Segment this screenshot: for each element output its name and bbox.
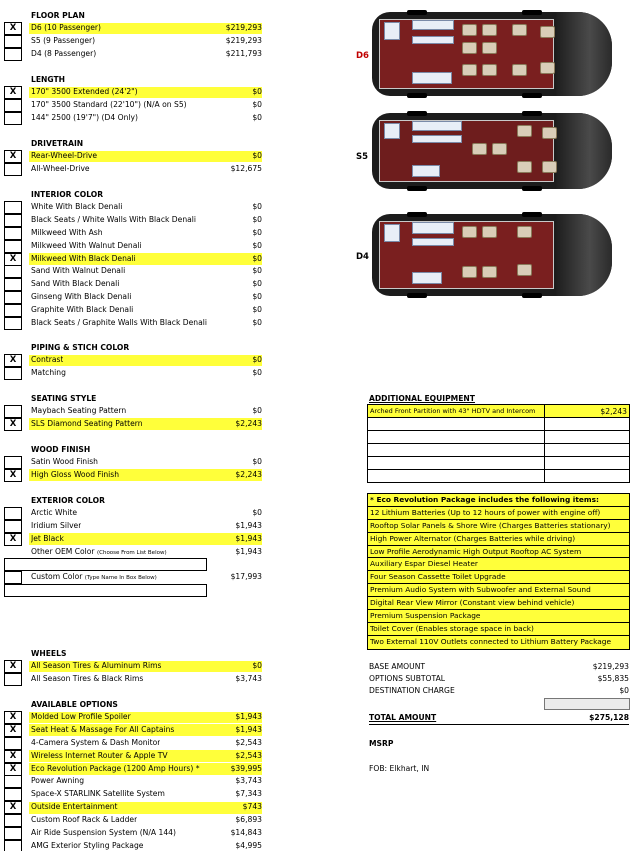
option-row [4, 86, 262, 99]
option-checkbox[interactable] [4, 35, 22, 48]
equipment-label[interactable] [368, 444, 545, 457]
option-checkbox[interactable]: X [4, 418, 22, 431]
option-row [4, 660, 262, 673]
option-label: Black Seats / Graphite Walls With Black Denali [31, 318, 207, 328]
total-amount-row [369, 713, 629, 725]
option-row [4, 801, 262, 814]
highlight-bar [29, 355, 262, 367]
base-amount-label: BASE AMOUNT [369, 662, 426, 671]
wood-title: WOOD FINISH [31, 445, 91, 454]
option-label: Milkweed With Walnut Denali [31, 240, 142, 250]
eco-package-list [367, 493, 630, 650]
option-label: All Season Tires & Black Rims [31, 673, 144, 683]
option-price: $0 [252, 508, 262, 517]
option-price: $0 [252, 406, 262, 415]
option-row [4, 775, 262, 788]
other-oem-color-row [4, 546, 262, 559]
option-label: Sand With Black Denali [31, 279, 120, 289]
eco-package-item: Toilet Cover (Enables storage space in back) [368, 623, 629, 636]
fob-text: FOB: Elkhart, IN [369, 764, 430, 773]
option-checkbox[interactable] [4, 240, 22, 253]
equipment-label[interactable] [368, 457, 545, 470]
option-row [4, 240, 262, 253]
option-price: $219,293 [225, 35, 262, 45]
custom-color-price: $17,993 [230, 572, 262, 581]
option-label: High Gloss Wood Finish [31, 469, 120, 479]
option-row [4, 112, 262, 125]
option-checkbox[interactable]: X [4, 253, 22, 266]
eco-package-item: Premium Suspension Package [368, 610, 629, 623]
option-price: $0 [252, 240, 262, 250]
custom-color-hint: (Type Name In Box Below) [84, 575, 157, 581]
option-checkbox[interactable]: X [4, 354, 22, 367]
option-checkbox[interactable]: X [4, 724, 22, 737]
option-price: $7,343 [235, 789, 262, 799]
option-price: $0 [252, 318, 262, 328]
option-row [4, 724, 262, 737]
eco-package-item: Rooftop Solar Panels & Shore Wire (Charges Batteries stationary) [368, 520, 629, 533]
custom-color-input[interactable] [4, 584, 207, 597]
option-row [4, 405, 262, 418]
option-row [4, 278, 262, 291]
option-label: Milkweed With Ash [31, 227, 103, 237]
equipment-price: $2,243 [545, 405, 630, 418]
eco-package-item: Two External 110V Outlets connected to Lithium Battery Package [368, 636, 629, 649]
option-label: Contrast [31, 355, 64, 364]
option-checkbox[interactable]: X [4, 150, 22, 163]
option-checkbox[interactable] [4, 201, 22, 214]
equipment-row [368, 470, 630, 483]
eco-package-item: Auxiliary Espar Diesel Heater [368, 558, 629, 571]
option-row [4, 814, 262, 827]
option-price: $14,843 [230, 828, 262, 838]
equipment-row [368, 457, 630, 470]
equipment-row [368, 418, 630, 431]
option-row [4, 520, 262, 533]
option-label: All-Wheel-Drive [31, 163, 90, 173]
option-label: Wireless Internet Router & Apple TV [31, 750, 168, 760]
option-price: $12,675 [230, 163, 262, 173]
option-row [4, 840, 262, 851]
option-checkbox[interactable] [4, 507, 22, 520]
option-row [4, 711, 262, 724]
equipment-label[interactable] [368, 431, 545, 444]
option-price: $0 [252, 151, 262, 160]
option-label: Custom Roof Rack & Ladder [31, 815, 138, 825]
custom-color-label [31, 571, 157, 584]
option-price: $4,995 [235, 840, 262, 850]
wheels-section [4, 648, 262, 686]
option-row [4, 163, 262, 176]
option-label: D4 (8 Passenger) [31, 48, 97, 58]
option-price: $0 [252, 87, 262, 96]
option-checkbox[interactable]: X [4, 22, 22, 35]
option-label: Graphite With Black Denali [31, 305, 134, 315]
eco-package-item: Low Profile Aerodynamic High Output Rooftop AC System [368, 546, 629, 559]
exterior-section [4, 495, 262, 581]
option-row [4, 48, 262, 61]
option-price: $743 [242, 802, 262, 812]
option-label: Black Seats / White Walls With Black Denali [31, 214, 197, 224]
option-row [4, 456, 262, 469]
equipment-label[interactable]: Arched Front Partition with 43" HDTV and Intercom [368, 405, 545, 418]
option-label: Air Ride Suspension System (N/A 144) [31, 828, 176, 838]
option-price: $1,943 [235, 712, 262, 721]
option-price: $3,743 [235, 776, 262, 786]
option-label: 170" 3500 Extended (24'2") [31, 87, 138, 96]
d6-label: D6 [356, 51, 369, 61]
destination-charge-value: $0 [619, 686, 629, 695]
wheels-title: WHEELS [31, 649, 67, 658]
d4-label: D4 [356, 252, 369, 262]
eco-package-item: Four Season Cassette Toilet Upgrade [368, 571, 629, 584]
custom-color-checkbox[interactable] [4, 571, 22, 584]
length-section [4, 74, 262, 125]
option-price: $211,793 [225, 48, 262, 58]
option-checkbox[interactable] [4, 265, 22, 278]
option-price: $2,243 [235, 469, 262, 479]
option-label: Seat Heat & Massage For All Captains [31, 724, 175, 734]
option-price: $1,943 [235, 520, 262, 530]
base-amount-row [369, 662, 629, 674]
option-row [4, 354, 262, 367]
option-price: $0 [252, 279, 262, 289]
option-checkbox[interactable] [4, 214, 22, 227]
other-oem-color-input[interactable] [4, 558, 207, 571]
option-row [4, 304, 262, 317]
exterior-title: EXTERIOR COLOR [31, 496, 105, 505]
destination-charge-row [369, 686, 629, 698]
msrp-label: MSRP [369, 739, 394, 748]
option-price: $0 [252, 355, 262, 364]
d6-floorplan-image [372, 12, 612, 96]
equipment-price [545, 431, 630, 444]
option-row [4, 673, 262, 686]
option-price: $39,995 [230, 763, 262, 773]
option-checkbox[interactable] [4, 304, 22, 317]
additional-equipment-table [367, 404, 630, 483]
option-price: $0 [252, 305, 262, 315]
d4-floorplan-image [372, 214, 612, 296]
option-row [4, 418, 262, 431]
option-row [4, 227, 262, 240]
option-label: Ginseng With Black Denali [31, 292, 132, 302]
option-checkbox[interactable]: X [4, 533, 22, 546]
drivetrain-section [4, 138, 262, 176]
option-checkbox[interactable]: X [4, 750, 22, 763]
option-checkbox[interactable] [4, 405, 22, 418]
other-oem-label-text: Other OEM Color [31, 546, 95, 556]
option-price: $2,543 [235, 750, 262, 760]
option-price: $0 [252, 367, 262, 377]
option-checkbox[interactable] [4, 840, 22, 851]
option-checkbox[interactable] [4, 278, 22, 291]
option-row [4, 214, 262, 227]
destination-input-box[interactable] [544, 698, 630, 710]
additional-equipment-title: ADDITIONAL EQUIPMENT [369, 394, 475, 403]
option-checkbox[interactable] [4, 163, 22, 176]
option-label: 4-Camera System & Dash Monitor [31, 737, 161, 747]
floor-plan-title: FLOOR PLAN [31, 11, 85, 20]
option-row [4, 507, 262, 520]
eco-package-item: Digital Rear View Mirror (Constant view behind vehicle) [368, 597, 629, 610]
option-row [4, 737, 262, 750]
option-checkbox[interactable] [4, 788, 22, 801]
option-label: S5 (9 Passenger) [31, 35, 96, 45]
option-checkbox[interactable] [4, 317, 22, 330]
option-label: 170" 3500 Standard (22'10") (N/A on S5) [31, 99, 187, 109]
option-row [4, 367, 262, 380]
option-label: Molded Low Profile Spoiler [31, 712, 131, 721]
destination-charge-label: DESTINATION CHARGE [369, 686, 455, 695]
option-label: Eco Revolution Package (1200 Amp Hours) * [31, 763, 200, 773]
option-row [4, 99, 262, 112]
option-price: $2,543 [235, 737, 262, 747]
interior-color-section [4, 189, 262, 330]
option-price: $2,243 [235, 418, 262, 428]
option-checkbox[interactable]: X [4, 86, 22, 99]
custom-color-label-text: Custom Color [31, 572, 83, 581]
option-checkbox[interactable]: X [4, 660, 22, 673]
other-oem-hint: (Choose From List Below) [96, 549, 167, 556]
option-row [4, 317, 262, 330]
seating-section [4, 393, 262, 431]
option-checkbox[interactable] [4, 673, 22, 686]
option-price: $0 [252, 214, 262, 224]
option-checkbox[interactable] [4, 814, 22, 827]
option-label: Jet Black [31, 533, 64, 543]
option-price: $0 [252, 457, 262, 466]
option-checkbox[interactable] [4, 737, 22, 750]
option-price: $219,293 [225, 23, 262, 32]
equipment-price [545, 418, 630, 431]
option-checkbox[interactable] [4, 291, 22, 304]
total-amount-value: $275,128 [589, 713, 629, 722]
options-subtotal-value: $55,835 [597, 674, 629, 683]
option-row [4, 788, 262, 801]
equipment-row [368, 431, 630, 444]
option-price: $0 [252, 266, 262, 276]
option-row [4, 253, 262, 266]
eco-package-item: Premium Audio System with Subwoofer and External Sound [368, 584, 629, 597]
option-label: D6 (10 Passenger) [31, 23, 101, 32]
other-oem-color-price: $1,943 [235, 546, 262, 556]
options-section [4, 699, 262, 851]
option-price: $3,743 [235, 673, 262, 683]
option-row [4, 35, 262, 48]
option-label: Arctic White [31, 508, 78, 517]
option-checkbox[interactable]: X [4, 801, 22, 814]
option-checkbox[interactable]: X [4, 711, 22, 724]
highlight-bar [29, 533, 262, 545]
option-price: $0 [252, 253, 262, 263]
piping-title: PIPING & STICH COLOR [31, 343, 130, 352]
option-label: Space-X STARLINK Satellite System [31, 789, 165, 799]
option-price: $1,943 [235, 533, 262, 543]
option-label: White With Black Denali [31, 202, 123, 211]
seating-title: SEATING STYLE [31, 394, 97, 403]
option-price: $1,943 [235, 724, 262, 734]
option-row [4, 291, 262, 304]
option-label: Matching [31, 367, 66, 377]
piping-section [4, 342, 262, 380]
option-checkbox[interactable] [4, 827, 22, 840]
other-oem-color-label [31, 546, 167, 559]
option-checkbox[interactable] [4, 227, 22, 240]
length-title: LENGTH [31, 75, 66, 84]
option-price: $0 [252, 661, 262, 670]
option-checkbox[interactable] [4, 775, 22, 788]
option-row [4, 533, 262, 546]
option-label: Outside Entertainment [31, 802, 118, 812]
option-label: AMG Exterior Styling Package [31, 840, 144, 850]
option-label: Iridium Silver [31, 520, 82, 530]
option-price: $0 [252, 227, 262, 237]
option-price: $6,893 [235, 815, 262, 825]
floor-plan-section [4, 10, 262, 61]
eco-package-item: High Power Alternator (Charges Batteries while driving) [368, 533, 629, 546]
base-amount-value: $219,293 [592, 662, 629, 671]
options-subtotal-row [369, 674, 629, 686]
s5-floorplan-image [372, 113, 612, 189]
option-row [4, 763, 262, 776]
total-amount-label: TOTAL AMOUNT [369, 713, 437, 722]
option-row [4, 827, 262, 840]
s5-label: S5 [356, 152, 369, 162]
option-checkbox[interactable]: X [4, 763, 22, 776]
option-label: Rear-Wheel-Drive [31, 151, 98, 160]
option-row [4, 469, 262, 482]
interior-color-title: INTERIOR COLOR [31, 190, 104, 199]
option-label: Maybach Seating Pattern [31, 406, 127, 415]
equipment-label[interactable] [368, 418, 545, 431]
options-title: AVAILABLE OPTIONS [31, 700, 118, 709]
option-price: $0 [252, 292, 262, 302]
equipment-row [368, 405, 630, 418]
option-row [4, 150, 262, 163]
wood-section [4, 444, 262, 482]
option-checkbox[interactable]: X [4, 469, 22, 482]
equipment-row [368, 444, 630, 457]
option-row [4, 750, 262, 763]
custom-color-row [4, 571, 262, 584]
option-label: Milkweed With Black Denali [31, 253, 136, 263]
option-checkbox[interactable] [4, 112, 22, 125]
equipment-price [545, 444, 630, 457]
option-row [4, 201, 262, 214]
option-label: Sand With Walnut Denali [31, 266, 126, 276]
option-checkbox[interactable] [4, 456, 22, 469]
option-label: All Season Tires & Aluminum Rims [31, 661, 162, 670]
option-label: Power Awning [31, 776, 85, 786]
option-checkbox[interactable] [4, 99, 22, 112]
eco-package-item: 12 Lithium Batteries (Up to 12 hours of power with engine off) [368, 507, 629, 520]
equipment-label[interactable] [368, 470, 545, 483]
option-row [4, 22, 262, 35]
option-label: Satin Wood Finish [31, 457, 98, 466]
option-checkbox[interactable] [4, 367, 22, 380]
option-checkbox[interactable] [4, 48, 22, 61]
equipment-price [545, 470, 630, 483]
eco-package-heading: * Eco Revolution Package includes the following items: [368, 494, 629, 507]
options-subtotal-label: OPTIONS SUBTOTAL [369, 674, 446, 683]
option-price: $0 [252, 202, 262, 211]
option-row [4, 265, 262, 278]
drivetrain-title: DRIVETRAIN [31, 139, 84, 148]
option-price: $0 [252, 99, 262, 109]
option-label: 144" 2500 (19'7") (D4 Only) [31, 112, 138, 122]
option-price: $0 [252, 112, 262, 122]
equipment-price [545, 457, 630, 470]
option-checkbox[interactable] [4, 520, 22, 533]
option-label: SLS Diamond Seating Pattern [31, 418, 143, 428]
